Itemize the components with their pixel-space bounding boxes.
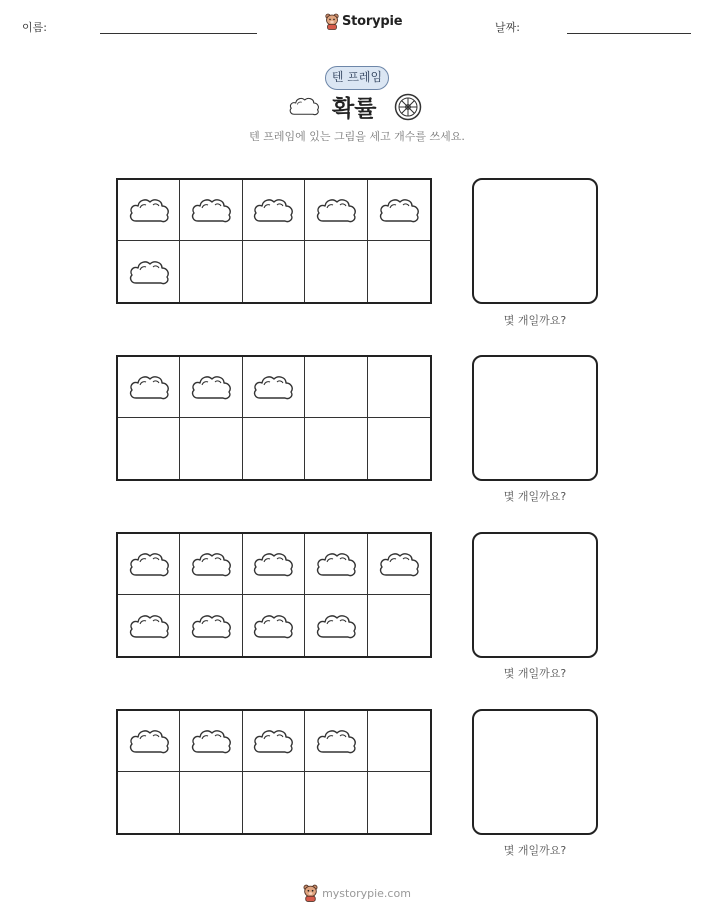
ten-frame-cell: [118, 357, 180, 418]
ten-frame-3: [116, 532, 432, 658]
ten-frame-cell: [180, 711, 242, 772]
cloud-icon: [189, 725, 233, 757]
footer-url[interactable]: mystorypie.com: [322, 886, 411, 900]
ten-frame-cell: [118, 772, 180, 833]
logo-text: Storypie: [342, 14, 403, 29]
cloud-icon: [251, 371, 295, 403]
ten-frame-1: [116, 178, 432, 304]
cloud-icon: [377, 548, 421, 580]
cloud-icon: [251, 194, 295, 226]
footer: [0, 884, 714, 902]
name-line[interactable]: [100, 33, 257, 34]
ten-frame-cell: [180, 534, 242, 595]
topic-badge: 텐 프레임: [325, 66, 389, 90]
answer-box-1[interactable]: [472, 178, 598, 304]
cloud-icon: [189, 371, 233, 403]
ten-frame-cell: [118, 418, 180, 479]
cloud-icon: [287, 94, 321, 118]
answer-box-3[interactable]: [472, 532, 598, 658]
ten-frame-cell: [118, 241, 180, 302]
cloud-icon: [127, 725, 171, 757]
cloud-icon: [251, 610, 295, 642]
ten-frame-cell: [180, 180, 242, 241]
cloud-icon: [314, 548, 358, 580]
ten-frame-cell: [243, 418, 305, 479]
ten-frame-cell: [180, 595, 242, 656]
ten-frame-cell: [305, 241, 367, 302]
ten-frame-cell: [368, 357, 430, 418]
bear-mascot-icon: [325, 13, 339, 30]
ten-frame-cell: [305, 180, 367, 241]
answer-box-4[interactable]: [472, 709, 598, 835]
answer-box-2[interactable]: [472, 355, 598, 481]
cloud-icon: [251, 725, 295, 757]
cloud-icon: [189, 548, 233, 580]
ten-frame-cell: [368, 772, 430, 833]
ten-frame-cell: [368, 534, 430, 595]
ten-frame-cell: [243, 711, 305, 772]
ten-frame-cell: [243, 357, 305, 418]
title-row: [0, 90, 714, 124]
cloud-icon: [189, 610, 233, 642]
ten-frame-cell: [368, 711, 430, 772]
ten-frame-cell: [243, 534, 305, 595]
bear-mascot-icon: [303, 884, 318, 902]
question-3: 몇 개일까요?: [503, 667, 567, 680]
ten-frame-cell: [180, 772, 242, 833]
cloud-icon: [377, 194, 421, 226]
cloud-icon: [127, 371, 171, 403]
cloud-icon: [189, 194, 233, 226]
ten-frame-cell: [243, 180, 305, 241]
question-4: 몇 개일까요?: [503, 844, 567, 857]
ten-frame-cell: [118, 534, 180, 595]
ten-frame-cell: [180, 357, 242, 418]
wheel-icon: [394, 93, 422, 121]
date-line[interactable]: [567, 33, 691, 34]
storypie-logo: [325, 13, 402, 30]
ten-frame-cell: [180, 241, 242, 302]
cloud-icon: [127, 548, 171, 580]
ten-frame-cell: [243, 595, 305, 656]
cloud-icon: [251, 548, 295, 580]
instructions: 텐 프레임에 있는 그림을 세고 개수를 쓰세요.: [249, 130, 465, 143]
ten-frame-cell: [368, 180, 430, 241]
ten-frame-cell: [305, 418, 367, 479]
question-2: 몇 개일까요?: [503, 490, 567, 503]
ten-frame-2: [116, 355, 432, 481]
ten-frame-cell: [305, 595, 367, 656]
cloud-icon: [314, 194, 358, 226]
ten-frame-cell: [118, 711, 180, 772]
cloud-icon: [127, 256, 171, 288]
ten-frame-cell: [368, 241, 430, 302]
cloud-icon: [314, 725, 358, 757]
ten-frame-cell: [368, 595, 430, 656]
cloud-icon: [314, 610, 358, 642]
question-1: 몇 개일까요?: [503, 314, 567, 327]
ten-frame-cell: [243, 772, 305, 833]
ten-frame-cell: [368, 418, 430, 479]
ten-frame-cell: [243, 241, 305, 302]
ten-frame-cell: [305, 711, 367, 772]
ten-frame-cell: [180, 418, 242, 479]
ten-frame-cell: [118, 180, 180, 241]
date-label: 날짜:: [495, 21, 520, 34]
cloud-icon: [127, 194, 171, 226]
name-label: 이름:: [22, 21, 47, 34]
ten-frame-4: [116, 709, 432, 835]
ten-frame-cell: [305, 534, 367, 595]
ten-frame-cell: [118, 595, 180, 656]
ten-frame-cell: [305, 772, 367, 833]
ten-frame-cell: [305, 357, 367, 418]
cloud-icon: [127, 610, 171, 642]
page-title: 확률: [332, 96, 377, 122]
